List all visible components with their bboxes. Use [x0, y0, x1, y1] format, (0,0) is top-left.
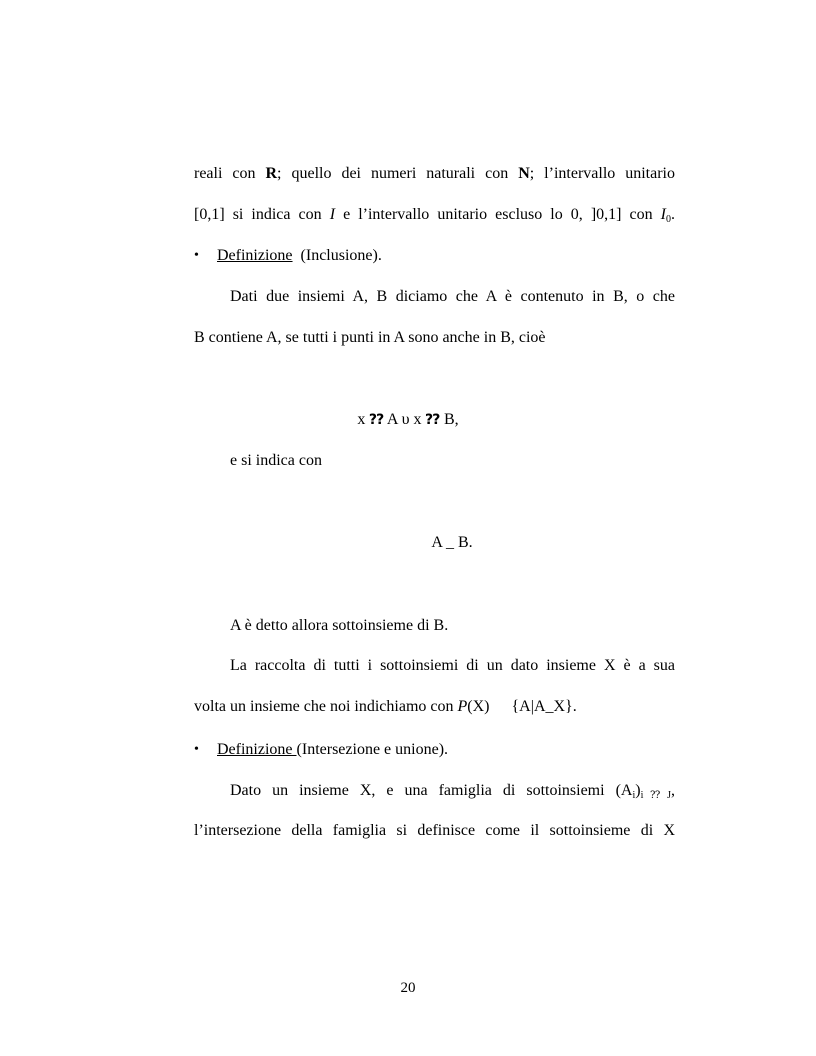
formula: A _ B. [431, 534, 473, 551]
definition-term: Definizione [217, 741, 297, 758]
paragraph-line: l’intersezione della famiglia si definisce come il sottoinsieme di X [194, 822, 675, 839]
definition-heading: Definizione (Inclusione). [217, 247, 382, 264]
definition-heading: Definizione (Intersezione e unione). [217, 741, 449, 758]
bullet-icon: • [194, 248, 199, 263]
paragraph-line: volta un insieme che noi indichiamo con P(X) {A|A_X}. [194, 698, 577, 715]
paragraph-line: A è detto allora sottoinsieme di B. [230, 617, 449, 634]
definition-term: Definizione [217, 247, 293, 264]
paragraph-line: La raccolta di tutti i sottoinsiemi di un dato insieme X è a sua [230, 657, 675, 674]
paragraph-line: Dato un insieme X, e una famiglia di sottoinsiemi $(A_i)_{i⁇J}$, [230, 782, 675, 801]
page-number: 20 [400, 980, 416, 996]
paragraph-line: B contiene A, se tutti i punti in A sono anche in B, cioè [194, 329, 546, 346]
bullet-icon: • [194, 742, 199, 757]
text-line: [0,1] si indica con I e l’intervallo unitario escluso lo 0, ]0,1] con $I_0$. [194, 206, 675, 225]
paragraph-line: Dati due insiemi A, B diciamo che A è contenuto in B, o che [230, 288, 675, 305]
text-line: reali con R; quello dei numeri naturali con N; l’intervallo unitario [194, 165, 675, 182]
paragraph-line: e si indica con [230, 452, 322, 469]
symbol-glyph: ⁇ [425, 412, 440, 428]
formula: x ⁇ A υ x ⁇ B, [357, 411, 459, 428]
symbol-glyph: ⁇ [369, 412, 384, 428]
